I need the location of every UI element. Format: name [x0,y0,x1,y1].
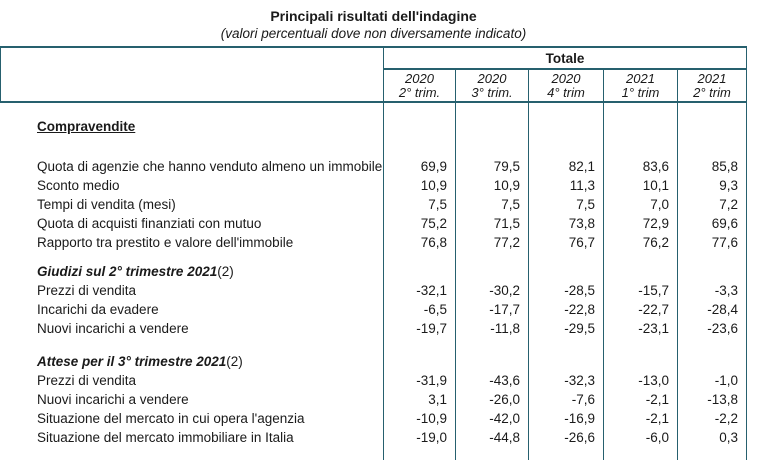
value-cell: -7,6 [528,390,603,409]
column-header [603,70,677,101]
column-year: 2020 [477,71,507,86]
value-cell: 69,9 [383,157,455,176]
title-block [0,0,747,46]
value-cell: -2,2 [677,409,747,428]
value-cell: -17,7 [455,300,528,319]
data-row-label: Sconto medio [37,178,120,193]
empty-cell [383,352,455,371]
table-header [0,46,747,103]
empty-cell [383,447,455,460]
data-row-label: Prezzi di vendita [37,373,137,388]
empty-cell [455,136,528,157]
empty-cell [455,447,528,460]
value-cell: -43,6 [455,371,528,390]
value-cell: -10,9 [383,409,455,428]
value-cell: -32,3 [528,371,603,390]
column-header [528,70,603,101]
value-cell: -28,4 [677,300,747,319]
column-quarter: 2° trim. [398,85,441,100]
value-cell: 83,6 [603,157,677,176]
value-cell: -42,0 [455,409,528,428]
value-cell: 9,3 [677,176,747,195]
value-cell: 7,5 [383,195,455,214]
value-cell: 77,2 [455,233,528,252]
value-cell: 7,5 [455,195,528,214]
data-row-label: Nuovi incarichi a vendere [37,321,189,336]
empty-cell [455,116,528,136]
value-cell: 0,3 [677,428,747,447]
data-row-label: Tempi di vendita (mesi) [37,197,176,212]
empty-cell [603,447,677,460]
page-subtitle: (valori percentuali dove non diversamente indicato) [220,26,527,41]
spacer-cell [0,136,383,157]
value-cell: -31,9 [383,371,455,390]
empty-cell [383,116,455,136]
value-cell: -30,2 [455,281,528,300]
value-cell: -11,8 [455,319,528,338]
value-cell: -6,0 [603,428,677,447]
data-row-label: Quota di acquisti finanziati con mutuo [37,216,262,231]
empty-cell [603,252,677,262]
spacer-cell [0,252,383,262]
empty-cell [383,262,455,281]
empty-cell [677,103,747,116]
empty-cell [528,338,603,352]
table-body [0,103,747,460]
column-quarter: 4° trim [547,85,585,100]
header-label-cell [0,48,383,101]
value-cell: -1,0 [677,371,747,390]
empty-cell [677,447,747,460]
data-row-label: Situazione del mercato immobiliare in Italia [37,430,294,445]
value-cell: -6,5 [383,300,455,319]
value-cell: -28,5 [528,281,603,300]
empty-cell [528,252,603,262]
value-cell: -15,7 [603,281,677,300]
empty-cell [677,252,747,262]
section-heading: Giudizi sul 2° trimestre 2021 [37,264,218,279]
column-year: 2021 [697,71,727,86]
empty-cell [677,116,747,136]
empty-cell [603,338,677,352]
value-cell: -23,1 [603,319,677,338]
spacer-cell [0,447,383,460]
value-cell: -26,6 [528,428,603,447]
value-cell: 75,2 [383,214,455,233]
value-cell: -29,5 [528,319,603,338]
value-cell: 7,5 [528,195,603,214]
empty-cell [603,262,677,281]
value-cell: -13,0 [603,371,677,390]
value-cell: 77,6 [677,233,747,252]
empty-cell [528,447,603,460]
spacer-cell [0,338,383,352]
value-cell: 73,8 [528,214,603,233]
value-cell: -44,8 [455,428,528,447]
value-cell: 7,0 [603,195,677,214]
empty-cell [603,352,677,371]
data-row-label: Quota di agenzie che hanno venduto almeno un immobile [37,159,383,174]
section-row-label [0,352,383,371]
column-quarter: 1° trim [621,85,660,100]
value-cell: 10,1 [603,176,677,195]
empty-cell [528,103,603,116]
empty-cell [528,136,603,157]
column-header [677,70,747,101]
section-row-label [0,116,383,136]
value-cell: 82,1 [528,157,603,176]
section-heading-note: (2) [226,354,243,369]
empty-cell [383,136,455,157]
empty-cell [677,136,747,157]
value-cell: -22,7 [603,300,677,319]
empty-cell [455,352,528,371]
empty-cell [383,252,455,262]
value-cell: -2,1 [603,409,677,428]
value-cell: 69,6 [677,214,747,233]
value-cell: 11,3 [528,176,603,195]
column-header [455,70,528,101]
value-cell: 76,7 [528,233,603,252]
column-year: 2020 [405,71,434,86]
data-row-label: Situazione del mercato in cui opera l'agenzia [37,411,305,426]
empty-cell [455,338,528,352]
column-year: 2020 [551,71,581,86]
empty-cell [528,352,603,371]
value-cell: 79,5 [455,157,528,176]
column-quarter: 2° trim [693,85,731,100]
empty-cell [383,103,455,116]
data-row-label: Nuovi incarichi a vendere [37,392,189,407]
empty-cell [603,116,677,136]
section-heading: Compravendite [37,118,136,134]
value-cell: 7,2 [677,195,747,214]
value-cell: -19,0 [383,428,455,447]
section-row-label [0,262,383,281]
value-cell: -3,3 [677,281,747,300]
empty-cell [677,262,747,281]
section-heading-note: (2) [217,264,234,279]
empty-cell [677,338,747,352]
data-row-label: Rapporto tra prestito e valore dell'immobile [37,235,294,250]
empty-cell [603,103,677,116]
value-cell: -22,8 [528,300,603,319]
spacer-cell [0,103,383,116]
data-row-label: Incarichi da evadere [37,302,159,317]
value-cell: -16,9 [528,409,603,428]
header-group-totale: Totale [383,48,747,70]
value-cell: 72,9 [603,214,677,233]
value-cell: -23,6 [677,319,747,338]
value-cell: 3,1 [383,390,455,409]
section-heading: Attese per il 3° trimestre 2021 [37,354,227,369]
empty-cell [603,136,677,157]
value-cell: -2,1 [603,390,677,409]
page-title: Principali risultati dell'indagine [270,8,477,24]
column-header [383,70,455,101]
empty-cell [455,252,528,262]
empty-cell [677,352,747,371]
value-cell: 71,5 [455,214,528,233]
value-cell: -13,8 [677,390,747,409]
value-cell: 76,2 [603,233,677,252]
empty-cell [383,338,455,352]
empty-cell [455,262,528,281]
value-cell: 10,9 [383,176,455,195]
column-quarter: 3° trim. [471,85,513,100]
empty-cell [528,262,603,281]
value-cell: -32,1 [383,281,455,300]
data-row-label: Prezzi di vendita [37,283,137,298]
value-cell: 76,8 [383,233,455,252]
value-cell: -26,0 [455,390,528,409]
value-cell: 10,9 [455,176,528,195]
empty-cell [528,116,603,136]
value-cell: -19,7 [383,319,455,338]
value-cell: 85,8 [677,157,747,176]
empty-cell [455,103,528,116]
column-year: 2021 [626,71,655,86]
